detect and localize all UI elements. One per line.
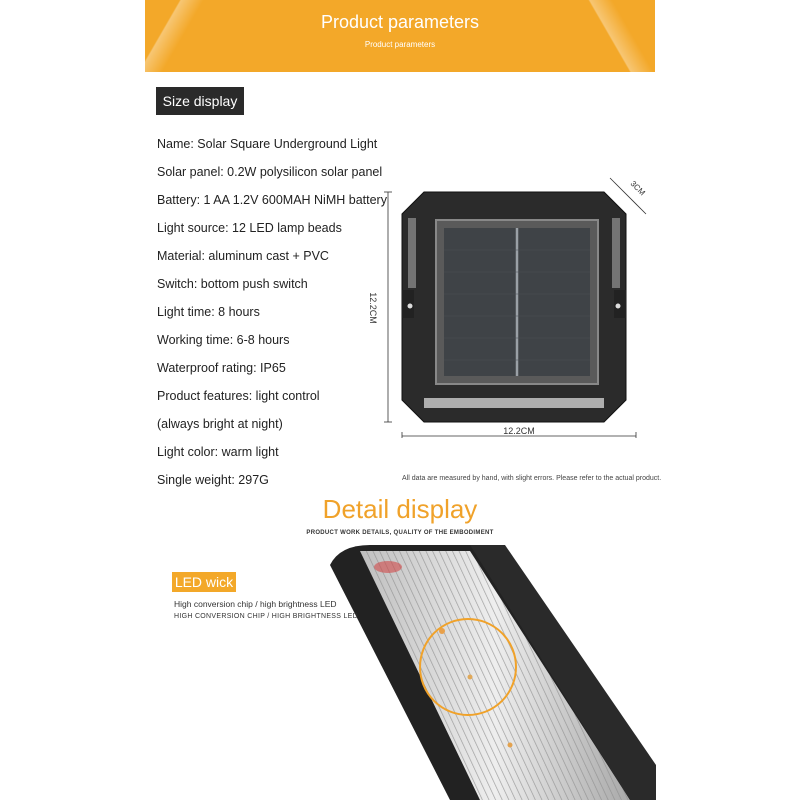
led-description-caps: HIGH CONVERSION CHIP / HIGH BRIGHTNESS LED bbox=[174, 613, 358, 620]
led-wick-tag: LED wick bbox=[172, 572, 236, 592]
spec-list bbox=[157, 130, 387, 494]
screw-hole-icon bbox=[408, 304, 413, 309]
width-label: 12.2CM bbox=[503, 426, 535, 436]
led-bead-icon bbox=[508, 743, 513, 748]
led-bead-icon bbox=[468, 675, 473, 680]
spec-item: Solar panel: 0.2W polysilicon solar panel bbox=[157, 165, 383, 179]
size-display-tag: Size display bbox=[156, 87, 244, 115]
spec-item: Material: aluminum cast + PVC bbox=[157, 249, 329, 263]
led-description: High conversion chip / high brightness LED bbox=[174, 599, 337, 609]
screw-hole-icon bbox=[616, 304, 621, 309]
detail-title: Detail display bbox=[322, 494, 478, 524]
spec-item: Light color: warm light bbox=[157, 445, 279, 459]
detail-subtitle: PRODUCT WORK DETAILS, QUALITY OF THE EMBODIMENT bbox=[306, 530, 494, 536]
spec-item: Single weight: 297G bbox=[157, 473, 269, 487]
spec-item: Light time: 8 hours bbox=[157, 305, 260, 319]
spec-item: Name: Solar Square Underground Light bbox=[157, 137, 378, 151]
depth-label: 3CM bbox=[628, 179, 647, 198]
spec-item: Battery: 1 AA 1.2V 600MAH NiMH battery bbox=[157, 193, 387, 207]
light-strip bbox=[408, 218, 416, 288]
spec-item: (always bright at night) bbox=[157, 417, 283, 431]
mounting-ear bbox=[402, 290, 414, 318]
spec-item: Product features: light control bbox=[157, 389, 320, 403]
banner-title: Product parameters bbox=[320, 12, 480, 32]
spec-item: Switch: bottom push switch bbox=[157, 277, 308, 291]
banner-subtitle: Product parameters bbox=[364, 40, 436, 49]
mounting-ear bbox=[614, 290, 626, 318]
light-strip bbox=[612, 218, 620, 288]
light-strip bbox=[424, 398, 604, 408]
led-detail-photo bbox=[330, 545, 656, 800]
spec-item: Light source: 12 LED lamp beads bbox=[157, 221, 342, 235]
measurement-note: All data are measured by hand, with slight errors. Please refer to the actual product. bbox=[402, 475, 662, 482]
spec-item: Waterproof rating: IP65 bbox=[157, 361, 286, 375]
parameters-banner bbox=[145, 0, 655, 72]
spec-item: Working time: 6-8 hours bbox=[157, 333, 290, 347]
product-dimension-drawing bbox=[368, 170, 656, 438]
height-label: 12.2CM bbox=[368, 292, 378, 324]
